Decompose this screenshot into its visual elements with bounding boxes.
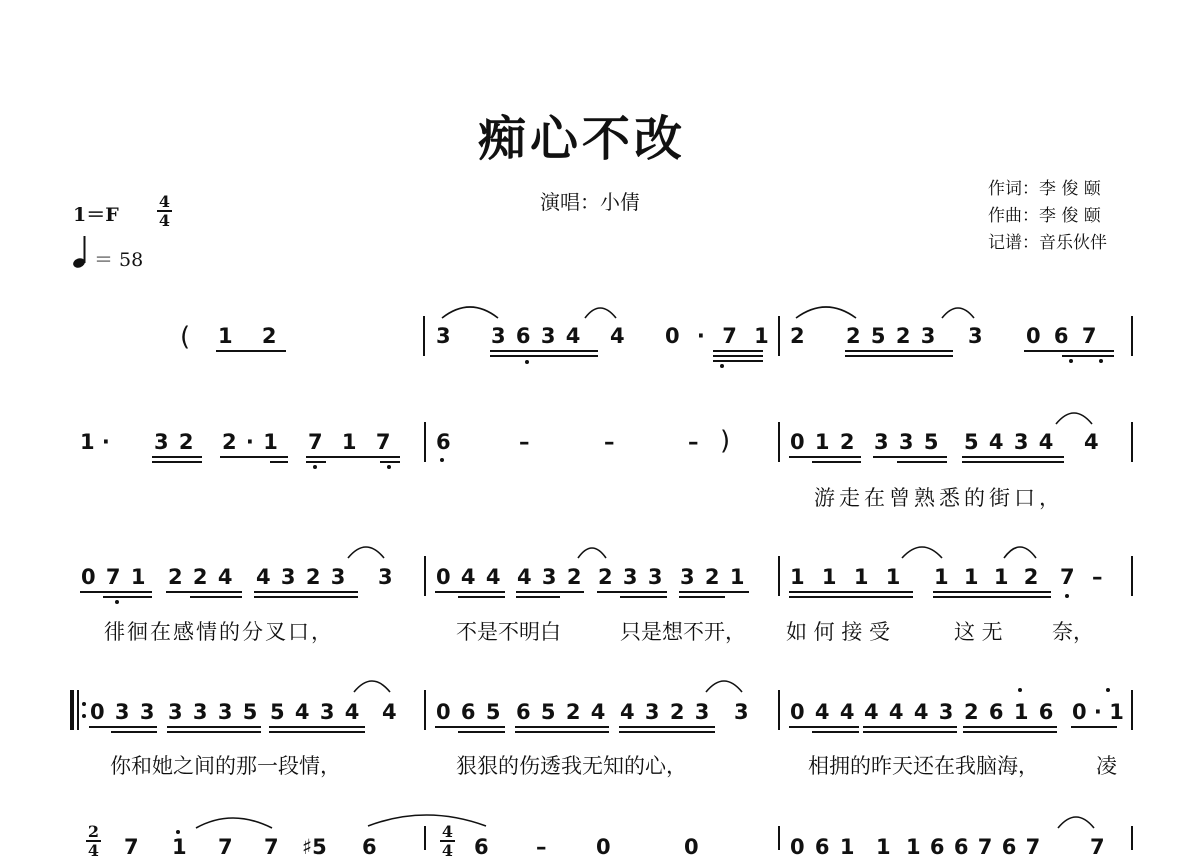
time-change-2-4: 2 4 (87, 822, 100, 860)
notes-row-3-group-2: 4 3 2 3 (256, 565, 346, 589)
tie-arcs (196, 307, 1097, 828)
notes-row-3-group-0: 0 7 1 (81, 565, 146, 589)
tie-arc (196, 818, 272, 828)
composer-credit: 作曲：李 俊 颐 (988, 206, 1101, 226)
lyricist-credit: 作词：李 俊 颐 (988, 179, 1101, 199)
notes-row-2-group-2: 2 · 1 (222, 430, 278, 454)
notes-row-4-group-0: 0 3 3 (90, 700, 155, 724)
notes-row-2-group-3: 7 1 7 (308, 430, 391, 454)
notes-row-4-group-8: 0 4 4 (790, 700, 855, 724)
tie-arc (706, 681, 742, 692)
lyrics-row-3-phrase-2: 只是想不开， (620, 620, 746, 644)
lyrics-row-3-phrase-3: 如 何 接 受 (786, 620, 891, 644)
notes-row-5-group-10: 0 (596, 835, 611, 859)
lyrics-row-2-phrase-0: 游走在曾熟悉的街口， (814, 486, 1064, 510)
notes-row-1-group-4: 4 (610, 324, 625, 348)
lyrics-row-4-phrase-0: 你和她之间的那一段情， (110, 754, 341, 778)
notes-row-5-group-15: 7 (1090, 835, 1105, 859)
notes-row-2-group-9: 0 1 2 (790, 430, 855, 454)
tie-arc (354, 681, 390, 692)
notes-row-4-group-11: 0 · 1 (1072, 700, 1124, 724)
notes-row-2-group-10: 3 3 5 (874, 430, 939, 454)
notes-row-2-group-6: – (604, 430, 615, 454)
singer-credit: 演唱：小倩 (540, 190, 640, 214)
notes-row-1-group-6: 2 (790, 324, 805, 348)
notes-row-5-group-13: 1 (876, 835, 891, 859)
notes-row-4-group-6: 4 3 2 3 (620, 700, 710, 724)
lyrics-row-3-phrase-1: 不是不明白 (456, 620, 561, 644)
notes-row-4-group-4: 0 6 5 (436, 700, 501, 724)
notes-row-1-group-8: 3 (968, 324, 983, 348)
notes-row-5-group-6: 6 (362, 835, 377, 859)
notes-row-5-group-12: 0 6 1 (790, 835, 855, 859)
notes-row-3-group-11: – (1092, 565, 1103, 589)
lyrics-row-4-phrase-3: 凌 (1096, 754, 1117, 778)
notes-row-5-group-8: 6 (474, 835, 489, 859)
song-title: 痴心不改 (478, 111, 687, 167)
notes-row-5-group-4: 7 (264, 835, 279, 859)
notes-row-2-group-11: 5 4 3 4 (964, 430, 1054, 454)
notes-row-2-group-12: 4 (1084, 430, 1099, 454)
notes-row-3-group-8: 1 1 1 1 (790, 565, 901, 589)
lyrics-row-3-phrase-4: 这 无 (954, 620, 1003, 644)
notes-row-2-group-5: – (519, 430, 530, 454)
time-signature-denominator: 4 (158, 211, 171, 230)
tie-arc (1058, 817, 1094, 828)
notes-row-1-group-2: 3 (436, 324, 451, 348)
notes-row-5-group-14: 1 6 6 7 6 7 (906, 835, 1041, 859)
tie-arc (442, 307, 498, 318)
notes-row-3-group-10: 7 (1060, 565, 1075, 589)
notes-row-3-group-4: 0 4 4 (436, 565, 501, 589)
tie-arc (368, 815, 486, 826)
notes-row-2-group-4: 6 (436, 430, 451, 454)
tie-arc (942, 308, 974, 318)
notes-row-3-group-3: 3 (378, 565, 393, 589)
notes-row-5-group-5: ♯5 (302, 835, 327, 859)
notes-row-4-group-10: 2 6 1 6 (964, 700, 1054, 724)
lyrics-row-4-phrase-1: 狠狠的伤透我无知的心， (456, 754, 687, 778)
tie-arc (796, 307, 856, 318)
notes-row-5-group-11: 0 (684, 835, 699, 859)
lyrics-row-4-phrase-2: 相拥的昨天还在我脑海， (808, 754, 1039, 778)
notes-row-2-group-8: ) (720, 426, 731, 456)
notes-row-5-group-9: – (536, 835, 547, 859)
tie-arc (585, 308, 616, 318)
notes-row-5-group-3: 7 (218, 835, 233, 859)
notes-row-4-group-9: 4 4 4 3 (864, 700, 954, 724)
notes-row-2-group-7: – (688, 430, 699, 454)
notes-row-5-group-2: 1 (172, 835, 187, 859)
notes-row-4-group-5: 6 5 2 4 (516, 700, 606, 724)
notes-row-4-group-2: 5 4 3 4 (270, 700, 360, 724)
lyrics-row-3-phrase-0: 徘徊在感情的分叉口， (104, 620, 334, 644)
tie-arc (1004, 547, 1036, 558)
tie-arc (902, 547, 942, 558)
transcriber-credit: 记谱：音乐伙伴 (988, 233, 1107, 253)
tie-arc (578, 548, 606, 558)
notes-row-1-group-9: 0 6 7 (1026, 324, 1097, 348)
notes-row-3-group-5: 4 3 2 (517, 565, 582, 589)
notes-row-1-group-3: 3 6 3 4 (491, 324, 581, 348)
notes-row-2-group-1: 3 2 (154, 430, 194, 454)
notes-row-4-group-1: 3 3 3 5 (168, 700, 258, 724)
tie-arc (1056, 413, 1092, 424)
time-change-4-4: 4 4 (441, 822, 454, 860)
notes-row-4-group-7: 3 (734, 700, 749, 724)
lyrics-row-3-phrase-5: 奈， (1052, 620, 1094, 644)
notes-row-1-group-0: ( (180, 322, 191, 352)
key-signature: 1＝F (73, 204, 119, 226)
notes-row-3-group-1: 2 2 4 (168, 565, 233, 589)
tie-arc (348, 547, 384, 558)
notes-row-1-group-1: 1 2 (218, 324, 277, 348)
tempo-value: ＝ 58 (94, 249, 144, 271)
time-signature-numerator: 4 (158, 192, 171, 211)
notes-row-2-group-0: 1 · (80, 430, 110, 454)
notes-row-3-group-7: 3 2 1 (680, 565, 745, 589)
notes-row-4-group-3: 4 (382, 700, 397, 724)
notes-row-3-group-9: 1 1 1 2 (934, 565, 1039, 589)
notes-row-5-group-1: 7 (124, 835, 139, 859)
notes-row-3-group-6: 2 3 3 (598, 565, 663, 589)
notes-row-1-group-7: 2 5 2 3 (846, 324, 936, 348)
notes-row-1-group-5: 0 · 7 1 (665, 324, 769, 348)
